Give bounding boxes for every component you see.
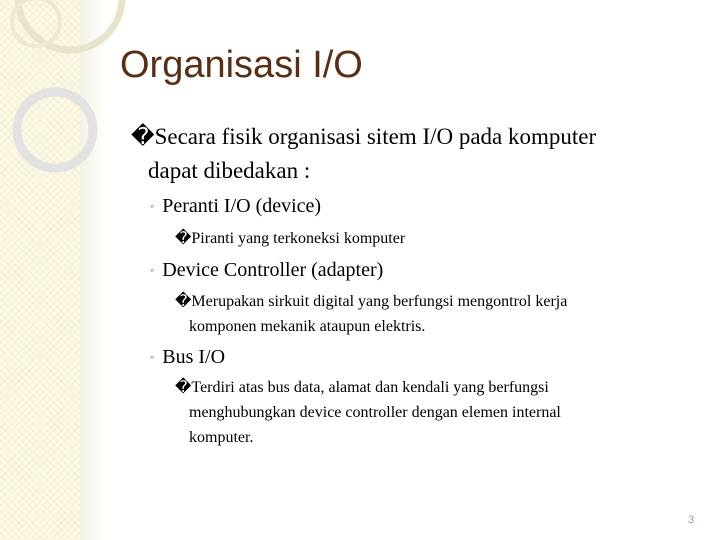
decorative-ring-top [18,0,122,50]
section-heading-2 [150,258,383,284]
ring-bullet-icon: ◦ [150,263,155,277]
intro-line-1 [131,120,701,154]
detail-text: Terdiri atas bus data, alamat dan kendali yang berfungsi [191,379,549,396]
section-heading-text-3: Bus I/O [162,346,226,368]
decorative-ring-large [17,92,93,168]
detail-line: komputer. [189,429,254,446]
slide-title: Organisasi I/O [120,44,363,86]
detail-line: menghubungkan device controller dengan elemen internal [189,404,561,421]
section-detail-1 [175,225,685,251]
intro-text-1: Secara fisik organisasi sitem I/O pada komputer [154,124,597,149]
section-heading-3 [150,345,225,371]
section-heading-1 [150,194,321,220]
section-heading-text-2: Device Controller (adapter) [162,259,384,281]
detail-line [175,288,685,314]
decorative-rings [0,0,140,220]
page-number: 3 [688,514,695,526]
section-detail-3 [175,374,685,450]
intro-line-2: dapat dibedakan : [148,158,311,183]
detail-line [175,374,685,400]
bullet-icon: � [175,291,192,310]
detail-line: komponen mekanik ataupun elektris. [189,318,426,335]
bullet-icon: � [175,377,192,396]
detail-line [175,225,685,251]
ring-bullet-icon: ◦ [150,199,155,213]
bullet-icon: � [131,124,155,150]
ring-bullet-icon: ◦ [150,350,155,364]
intro-bullet [131,120,701,188]
section-heading-text-1: Peranti I/O (device) [162,195,322,217]
bullet-icon: � [175,228,192,247]
detail-text: Piranti yang terkoneksi komputer [191,230,406,247]
detail-text: Merupakan sirkuit digital yang berfungsi mengontrol kerja [191,293,568,310]
section-detail-2 [175,288,685,339]
